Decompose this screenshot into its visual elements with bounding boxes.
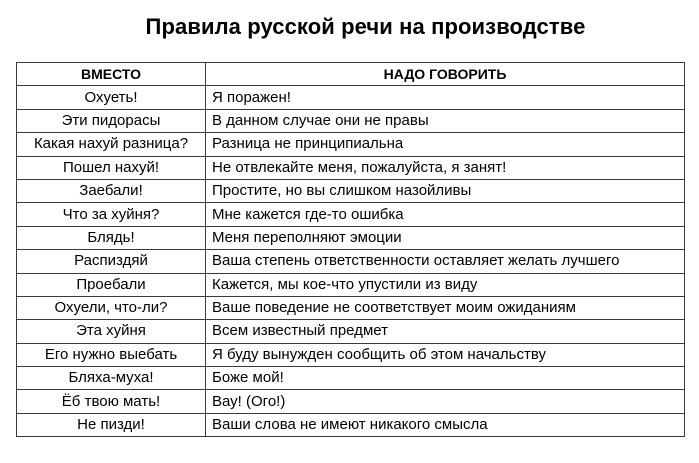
say-cell: В данном случае они не правы [206,109,685,132]
say-cell: Я буду вынужден сообщить об этом начальству [206,343,685,366]
table-header [17,63,685,86]
table-row [17,413,685,436]
instead-cell: Бляха-муха! [17,367,206,390]
table-row [17,296,685,319]
table-row [17,86,685,109]
instead-cell: Эти пидорасы [17,109,206,132]
say-cell: Не отвлекайте меня, пожалуйста, я занят! [206,156,685,179]
say-cell: Вау! (Ого!) [206,390,685,413]
table-body [17,86,685,437]
table-row [17,273,685,296]
instead-cell: Что за хуйня? [17,203,206,226]
table-row [17,390,685,413]
say-cell: Ваша степень ответственности оставляет желать лучшего [206,250,685,273]
table-row [17,367,685,390]
say-cell: Мне кажется где-то ошибка [206,203,685,226]
instead-cell: Ёб твою мать! [17,390,206,413]
table-row [17,320,685,343]
instead-cell: Не пизди! [17,413,206,436]
instead-cell: Блядь! [17,226,206,249]
table-row [17,203,685,226]
say-cell: Простите, но вы слишком назойливы [206,179,685,202]
table-row [17,109,685,132]
say-cell: Всем известный предмет [206,320,685,343]
table-row [17,133,685,156]
table-row [17,179,685,202]
table-row [17,156,685,179]
instead-cell: Его нужно выебать [17,343,206,366]
instead-cell: Охуели, что-ли? [17,296,206,319]
page-title: Правила русской речи на производстве [145,14,586,39]
say-cell: Разница не принципиальна [206,133,685,156]
say-cell: Кажется, мы кое-что упустили из виду [206,273,685,296]
say-cell: Боже мой! [206,367,685,390]
column-header-instead: ВМЕСТО [17,63,206,86]
say-cell: Я поражен! [206,86,685,109]
table-row [17,250,685,273]
instead-cell: Охуеть! [17,86,206,109]
say-cell: Меня переполняют эмоции [206,226,685,249]
table-row [17,343,685,366]
say-cell: Ваши слова не имеют никакого смысла [206,413,685,436]
instead-cell: Распиздяй [17,250,206,273]
table-row [17,226,685,249]
header-row [17,63,685,86]
instead-cell: Эта хуйня [17,320,206,343]
say-cell: Ваше поведение не соответствует моим ожиданиям [206,296,685,319]
instead-cell: Какая нахуй разница? [17,133,206,156]
instead-cell: Проебали [17,273,206,296]
instead-cell: Пошел нахуй! [17,156,206,179]
rules-table [16,62,685,437]
column-header-say: НАДО ГОВОРИТЬ [206,63,685,86]
instead-cell: Заебали! [17,179,206,202]
